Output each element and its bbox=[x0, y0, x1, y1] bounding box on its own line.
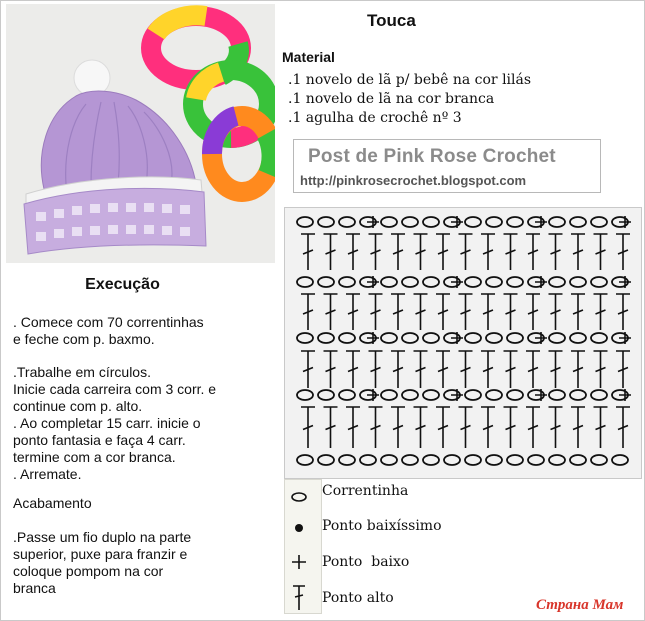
double-crochet-stitch bbox=[594, 351, 608, 388]
double-crochet-stitch bbox=[324, 294, 338, 330]
chain-stitch bbox=[465, 390, 481, 400]
material-item: .1 novelo de lã p/ bebê na cor lilás bbox=[288, 72, 532, 88]
double-crochet-stitch bbox=[526, 351, 540, 388]
double-crochet-stitch bbox=[301, 351, 315, 388]
double-crochet-stitch bbox=[391, 234, 405, 270]
chain-stitch bbox=[297, 390, 313, 400]
chain-stitch bbox=[570, 277, 586, 287]
chain-stitch bbox=[465, 217, 481, 227]
chain-stitch bbox=[318, 455, 334, 465]
crochet-chart bbox=[284, 207, 642, 479]
double-crochet-stitch bbox=[594, 234, 608, 270]
double-crochet-stitch bbox=[414, 234, 428, 270]
chain-stitch bbox=[591, 217, 607, 227]
chain-stitch bbox=[591, 455, 607, 465]
double-crochet-stitch bbox=[594, 407, 608, 448]
double-crochet-stitch bbox=[571, 407, 585, 448]
double-crochet-stitch bbox=[616, 407, 630, 448]
material-heading: Material bbox=[282, 49, 335, 65]
chain-stitch bbox=[570, 390, 586, 400]
double-crochet-stitch bbox=[369, 294, 383, 330]
slip-stitch-dot-icon bbox=[285, 516, 321, 540]
double-crochet-stitch bbox=[481, 351, 495, 388]
double-crochet-stitch bbox=[301, 407, 315, 448]
chain-stitch bbox=[318, 390, 334, 400]
double-crochet-stitch bbox=[324, 407, 338, 448]
double-crochet-stitch bbox=[346, 234, 360, 270]
chain-stitch bbox=[591, 390, 607, 400]
acabamento-text: .Passe um fio duplo na parte superior, puxe para franzir e coloque pompom na cor branca bbox=[13, 529, 192, 596]
double-crochet-stitch bbox=[436, 234, 450, 270]
chain-stitch bbox=[549, 333, 565, 343]
double-crochet-stitch bbox=[324, 234, 338, 270]
double-crochet-icon bbox=[285, 582, 321, 612]
chain-stitch bbox=[402, 277, 418, 287]
chain-stitch bbox=[381, 333, 397, 343]
double-crochet-stitch bbox=[346, 351, 360, 388]
double-crochet-stitch bbox=[571, 234, 585, 270]
chain-stitch bbox=[339, 217, 355, 227]
chain-stitch bbox=[507, 277, 523, 287]
execucao-step-2: .Trabalhe em círculos. Inicie cada carreira com 3 corr. e continue com p. alto. . Ao completar 15 carr. inicie o ponto fantasia e faça 4 carr. termine com a cor branca. . Arremate. bbox=[13, 364, 217, 482]
double-crochet-stitch bbox=[549, 234, 563, 270]
double-crochet-stitch bbox=[391, 407, 405, 448]
footer-brand: Страна Мам bbox=[536, 597, 624, 613]
chain-stitch bbox=[423, 277, 439, 287]
double-crochet-stitch bbox=[391, 294, 405, 330]
chain-stitch bbox=[297, 277, 313, 287]
chain-stitch bbox=[549, 390, 565, 400]
legend-label-correntinha: Correntinha bbox=[322, 483, 409, 499]
chain-stitch bbox=[339, 277, 355, 287]
chain-stitch bbox=[318, 217, 334, 227]
chain-stitch bbox=[486, 217, 502, 227]
chain-stitch bbox=[360, 455, 376, 465]
legend-label-ponto-alto: Ponto alto bbox=[322, 590, 394, 606]
chain-stitch bbox=[297, 333, 313, 343]
chain-stitch bbox=[381, 217, 397, 227]
double-crochet-stitch bbox=[481, 407, 495, 448]
double-crochet-stitch bbox=[369, 234, 383, 270]
chain-stitch bbox=[465, 277, 481, 287]
chain-stitch bbox=[591, 277, 607, 287]
hat-photo-illustration bbox=[6, 4, 275, 263]
double-crochet-stitch bbox=[436, 351, 450, 388]
legend-label-ponto-baixo: Ponto baixo bbox=[322, 554, 410, 570]
chain-stitch bbox=[570, 217, 586, 227]
chain-stitch bbox=[381, 455, 397, 465]
acabamento-heading: Acabamento bbox=[13, 495, 92, 511]
chain-stitch bbox=[318, 333, 334, 343]
double-crochet-stitch bbox=[391, 351, 405, 388]
watermark-name: Post de Pink Rose Crochet bbox=[308, 146, 556, 167]
double-crochet-stitch bbox=[414, 351, 428, 388]
chain-stitch bbox=[507, 333, 523, 343]
chain-stitch bbox=[591, 333, 607, 343]
double-crochet-stitch bbox=[414, 294, 428, 330]
double-crochet-stitch bbox=[459, 351, 473, 388]
chain-stitch bbox=[402, 333, 418, 343]
double-crochet-stitch bbox=[571, 294, 585, 330]
chain-stitch bbox=[549, 277, 565, 287]
chain-stitch bbox=[339, 333, 355, 343]
chain-stitch bbox=[423, 455, 439, 465]
double-crochet-stitch bbox=[616, 294, 630, 330]
double-crochet-stitch bbox=[549, 351, 563, 388]
chain-stitch bbox=[381, 390, 397, 400]
watermark-url: http://pinkrosecrochet.blogspot.com bbox=[300, 173, 527, 188]
double-crochet-stitch bbox=[436, 407, 450, 448]
double-crochet-stitch bbox=[616, 234, 630, 270]
chain-stitch bbox=[423, 333, 439, 343]
chain-stitch bbox=[570, 455, 586, 465]
double-crochet-stitch bbox=[549, 294, 563, 330]
double-crochet-stitch bbox=[346, 294, 360, 330]
double-crochet-stitch bbox=[616, 351, 630, 388]
double-crochet-stitch bbox=[526, 294, 540, 330]
chain-stitch bbox=[507, 390, 523, 400]
double-crochet-stitch bbox=[301, 294, 315, 330]
double-crochet-stitch bbox=[481, 234, 495, 270]
double-crochet-stitch bbox=[459, 407, 473, 448]
execucao-step-1: . Comece com 70 correntinhas e feche com p. baxmo. bbox=[13, 314, 204, 347]
double-crochet-stitch bbox=[526, 407, 540, 448]
chain-stitch bbox=[423, 390, 439, 400]
chain-stitch bbox=[402, 390, 418, 400]
chain-stitch bbox=[297, 455, 313, 465]
double-crochet-stitch bbox=[504, 294, 518, 330]
double-crochet-stitch bbox=[594, 294, 608, 330]
double-crochet-stitch bbox=[571, 351, 585, 388]
double-crochet-stitch bbox=[459, 294, 473, 330]
double-crochet-stitch bbox=[481, 294, 495, 330]
chain-stitch bbox=[486, 277, 502, 287]
chain-stitch bbox=[612, 455, 628, 465]
watermark-box bbox=[293, 139, 601, 193]
chain-stitch bbox=[549, 217, 565, 227]
double-crochet-stitch bbox=[504, 407, 518, 448]
chain-stitch bbox=[402, 455, 418, 465]
chain-stitch bbox=[339, 390, 355, 400]
double-crochet-stitch bbox=[549, 407, 563, 448]
double-crochet-stitch bbox=[301, 234, 315, 270]
chain-stitch bbox=[507, 217, 523, 227]
chain-stitch bbox=[381, 277, 397, 287]
legend-symbols bbox=[284, 479, 322, 614]
execucao-heading: Execução bbox=[85, 276, 160, 293]
chain-stitch bbox=[339, 455, 355, 465]
chain-stitch bbox=[444, 455, 460, 465]
double-crochet-stitch bbox=[369, 407, 383, 448]
double-crochet-stitch bbox=[324, 351, 338, 388]
chain-stitch bbox=[402, 217, 418, 227]
double-crochet-stitch bbox=[436, 294, 450, 330]
chain-stitch bbox=[528, 455, 544, 465]
double-crochet-stitch bbox=[459, 234, 473, 270]
double-crochet-stitch bbox=[346, 407, 360, 448]
chain-stitch bbox=[486, 390, 502, 400]
plus-icon bbox=[285, 550, 321, 574]
chain-stitch bbox=[570, 333, 586, 343]
double-crochet-stitch bbox=[504, 234, 518, 270]
double-crochet-stitch bbox=[369, 351, 383, 388]
chain-stitch bbox=[297, 217, 313, 227]
chain-stitch bbox=[465, 333, 481, 343]
legend-label-ponto-baixissimo: Ponto baixíssimo bbox=[322, 518, 442, 534]
double-crochet-stitch bbox=[526, 234, 540, 270]
chain-stitch bbox=[549, 455, 565, 465]
material-item: .1 novelo de lã na cor branca bbox=[288, 91, 495, 107]
chain-stitch bbox=[486, 333, 502, 343]
chain-stitch bbox=[507, 455, 523, 465]
chain-stitch bbox=[465, 455, 481, 465]
crochet-chart-diagram bbox=[285, 208, 641, 478]
chain-stitch bbox=[486, 455, 502, 465]
chain-oval-icon bbox=[285, 484, 321, 508]
chain-stitch bbox=[423, 217, 439, 227]
page-title: Touca bbox=[367, 11, 416, 30]
double-crochet-stitch bbox=[414, 407, 428, 448]
chain-stitch bbox=[318, 277, 334, 287]
double-crochet-stitch bbox=[504, 351, 518, 388]
material-item: .1 agulha de crochê nº 3 bbox=[288, 110, 462, 126]
material-list bbox=[288, 71, 531, 128]
hat-photo bbox=[6, 4, 275, 263]
